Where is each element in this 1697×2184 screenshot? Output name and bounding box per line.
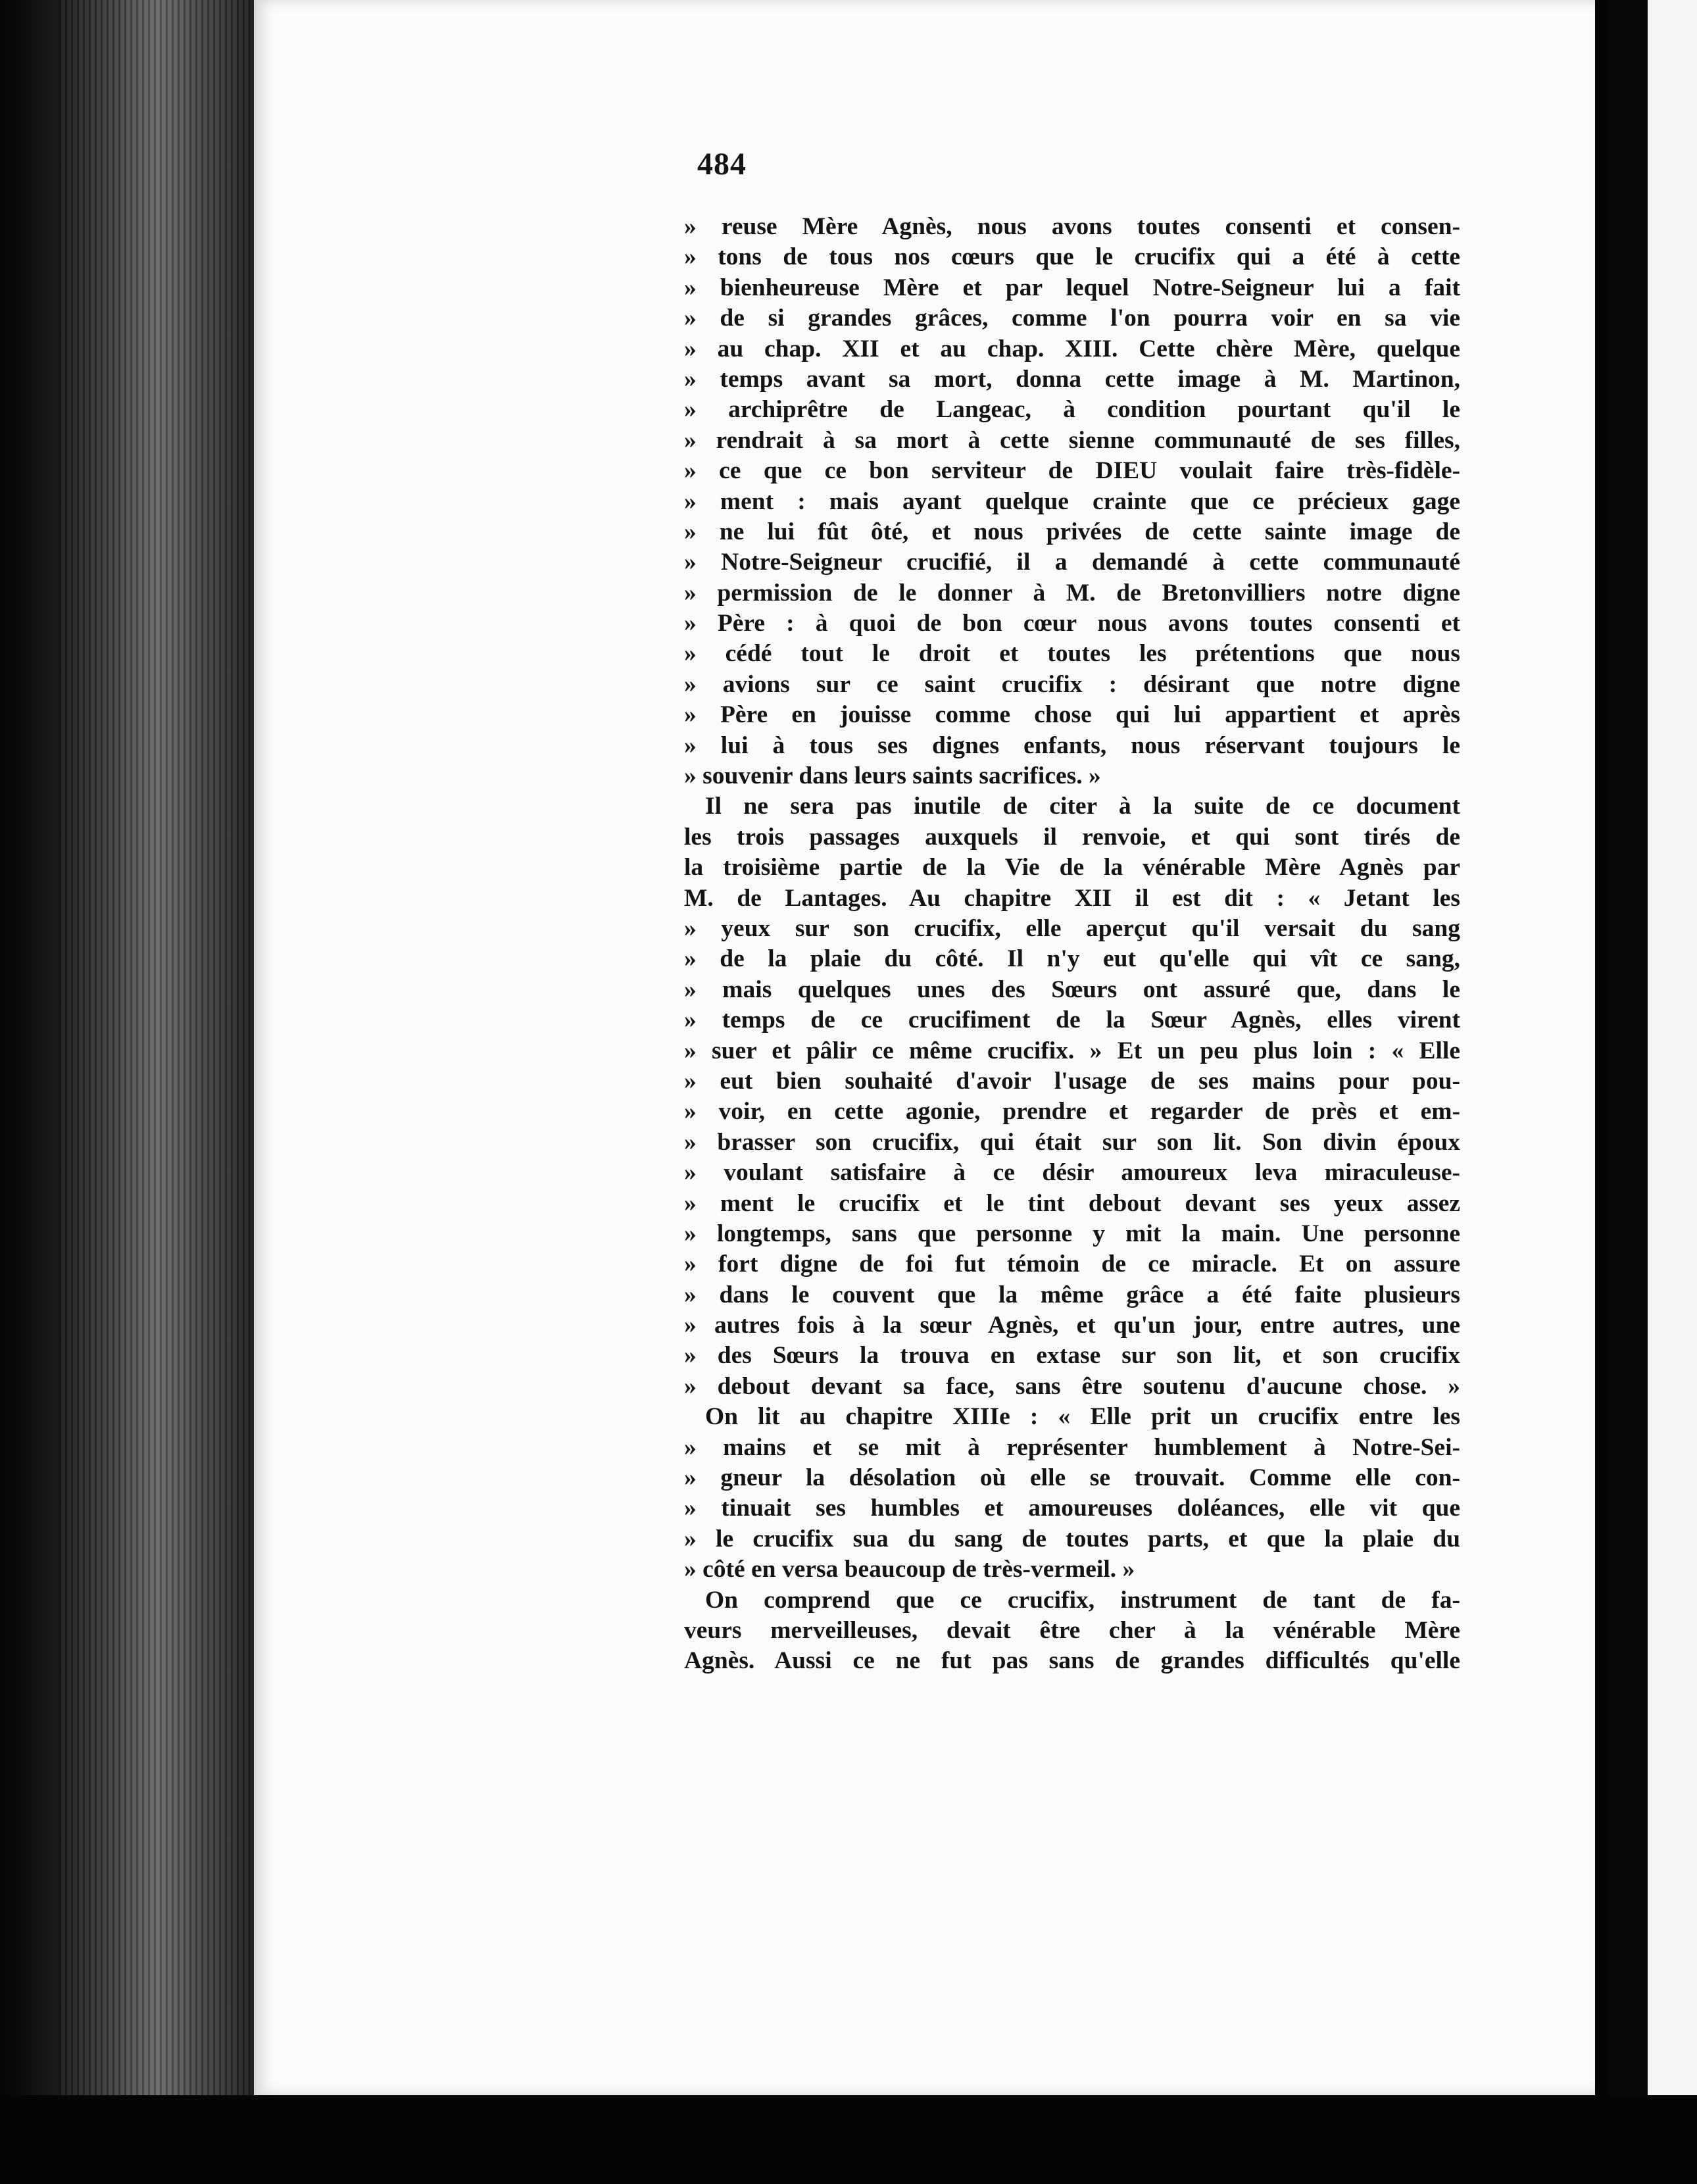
text-line: » Père en jouisse comme chose qui lui appartient et après [684,701,1460,729]
text-line: » gneur la désolation où elle se trouvait. Comme elle con- [684,1464,1460,1492]
text-line: » voir, en cette agonie, prendre et regarder de près et em- [684,1098,1460,1126]
facing-page-edge [1648,0,1697,2098]
page-gutter [1595,0,1608,2184]
text-line: » le crucifix sua du sang de toutes parts, et que la plaie du [684,1525,1460,1552]
text-line: » dans le couvent que la même grâce a été faite plusieurs [684,1281,1460,1308]
text-line: On comprend que ce crucifix, instrument de tant de fa- [705,1586,1460,1614]
text-line: » permission de le donner à M. de Bretonvilliers notre digne [684,579,1460,607]
text-line: » fort digne de foi fut témoin de ce miracle. Et on assure [684,1251,1460,1278]
spine-texture [59,0,257,2184]
text-line: » côté en versa beaucoup de très-vermeil. » [684,1556,1135,1583]
text-line: » ne lui fût ôté, et nous privées de cette sainte image de [684,518,1460,545]
text-line: » de la plaie du côté. Il n'y eut qu'elle qui vît ce sang, [684,945,1460,973]
text-line: » debout devant sa face, sans être soutenu d'aucune chose. » [684,1372,1460,1400]
text-line: » longtemps, sans que personne y mit la main. Une personne [684,1220,1460,1247]
text-line: » mains et se mit à représenter humblement à Notre-Sei- [684,1433,1460,1461]
text-line: » Père : à quoi de bon cœur nous avons toutes consenti et [684,610,1460,637]
text-line: » de si grandes grâces, comme l'on pourra voir en sa vie [684,305,1460,332]
text-line: » avions sur ce saint crucifix : désirant que notre digne [684,670,1460,698]
scan-bottom-border [0,2095,1697,2184]
page-number: 484 [697,147,747,182]
text-line: » voulant satisfaire à ce désir amoureux leva miraculeuse- [684,1159,1460,1187]
text-line: » reuse Mère Agnès, nous avons toutes consenti et consen- [684,213,1460,240]
text-line: M. de Lantages. Au chapitre XII il est dit : « Jetant les [684,884,1460,912]
text-line: » yeux sur son crucifix, elle aperçut qu'il versait du sang [684,914,1460,942]
text-line: » ce que ce bon serviteur de DIEU voulait faire très-fidèle- [684,457,1460,485]
text-line: » au chap. XII et au chap. XIII. Cette chère Mère, quelque [684,335,1460,362]
text-line: » temps de ce crucifiment de la Sœur Agnès, elles virent [684,1006,1460,1034]
text-line: » lui à tous ses dignes enfants, nous réservant toujours le [684,732,1460,759]
text-line: la troisième partie de la Vie de la vénérable Mère Agnès par [684,854,1460,881]
text-line: » autres fois à la sœur Agnès, et qu'un jour, entre autres, une [684,1312,1460,1339]
text-line: Il ne sera pas inutile de citer à la suite de ce document [705,793,1460,820]
text-line: » Notre-Seigneur crucifié, il a demandé à cette communauté [684,549,1460,576]
text-line: » ment le crucifix et le tint debout devant ses yeux assez [684,1189,1460,1217]
text-line: » des Sœurs la trouva en extase sur son lit, et son crucifix [684,1342,1460,1370]
text-line: les trois passages auxquels il renvoie, et qui sont tirés de [684,823,1460,851]
body-text [684,212,1460,1677]
text-line: » bienheureuse Mère et par lequel Notre-Seigneur lui a fait [684,274,1460,301]
text-line: » mais quelques unes des Sœurs ont assuré que, dans le [684,976,1460,1003]
text-line: » temps avant sa mort, donna cette image à M. Martinon, [684,365,1460,393]
text-line: » brasser son crucifix, qui était sur son lit. Son divin époux [684,1128,1460,1156]
text-line: » archiprêtre de Langeac, à condition pourtant qu'il le [684,396,1460,424]
text-line: » souvenir dans leurs saints sacrifices. » [684,762,1101,790]
text-line: On lit au chapitre XIIIe : « Elle prit un crucifix entre les [705,1403,1460,1431]
text-line: » rendrait à sa mort à cette sienne communauté de ses filles, [684,426,1460,454]
text-line: » suer et pâlir ce même crucifix. » Et un peu plus loin : « Elle [684,1037,1460,1064]
text-line: » tons de tous nos cœurs que le crucifix qui a été à cette [684,243,1460,271]
text-line: » eut bien souhaité d'avoir l'usage de ses mains pour pou- [684,1067,1460,1095]
text-line: » ment : mais ayant quelque crainte que ce précieux gage [684,487,1460,515]
text-line: » cédé tout le droit et toutes les prétentions que nous [684,640,1460,668]
text-line: » tinuait ses humbles et amoureuses doléances, elle vit que [684,1495,1460,1522]
text-line: veurs merveilleuses, devait être cher à la vénérable Mère [684,1616,1460,1644]
text-line: Agnès. Aussi ce ne fut pas sans de grandes difficultés qu'elle [684,1647,1460,1675]
